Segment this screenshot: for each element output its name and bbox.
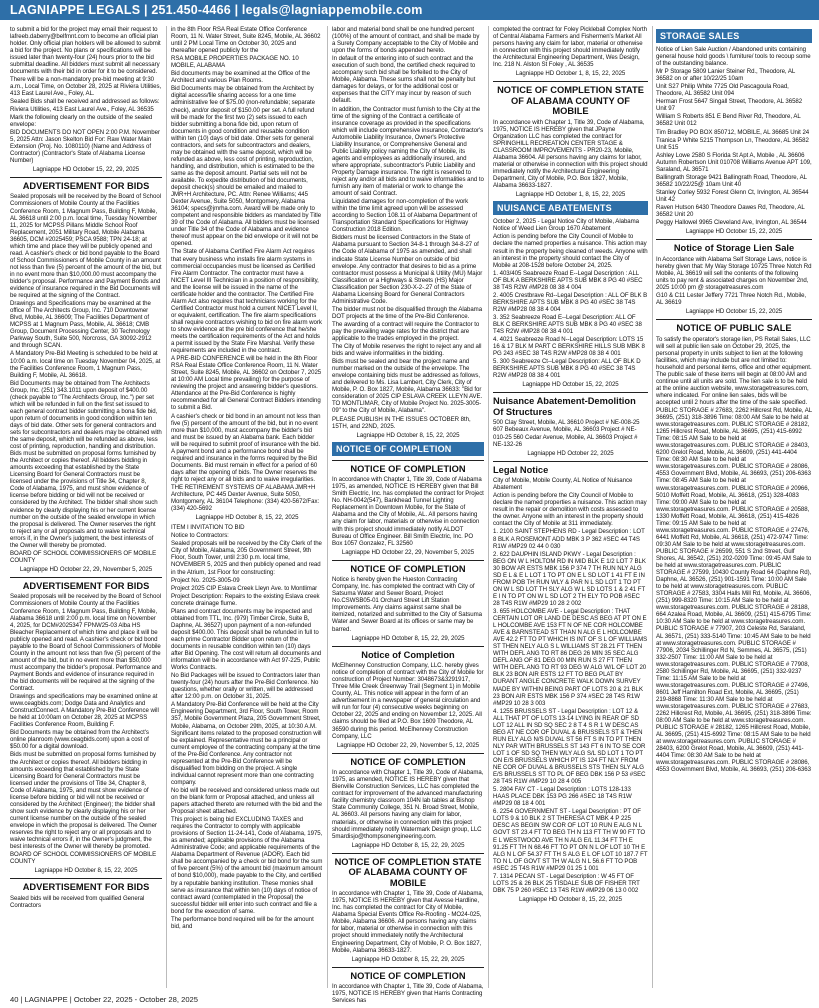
notice-paragraph: Sealed proposals will be received by the Board of School Commissioners of Mobile County at the Facilities Conference Room, 1 Magnum Pass, Building F, Mobile, AL 36618 until 2:00 p.m. local time, Tuesday November 11, 2025 for MCPSS Pillans Middle School Roof Replacement, 2051 Military Road, Mobile Alabama 36605, DCM #2025459; PSCA 9588; TPN 24-18; at which time and place they will be publicly opened and read. A cashier's check or bid bond payable to the Board of School Commissioners of Mobile County in an amount not less than five (5) percent of the amount of the bid, but in no event more than $10,000.00 must accompany the bidder's proposal. Performance and Payment Bonds and evidence of insurance required in the Bid Documents will be required at the signing of the Contract. — [10, 193, 162, 300]
notice-paragraph: A Mandatory Pre-Bid Meeting is scheduled to be held at 10:00 a.m. local time on Tuesday November 04, 2025, at the Facilities Conference Room, 1 Magnum Pass, Building F, Mobile, AL 36618. — [10, 350, 161, 379]
notice-paragraph: 4. 4021 Seabreeze Road N--Legal Description: LOTS 15 16 & 17 BLK M PART C BERKSHIRE HILLS SUB MBK 8 PG 243 #SEC 38 T4S R2W #MP28 08 38 4 001 — [493, 336, 645, 358]
notice-heading: Notice of Completion — [332, 646, 484, 661]
notice-paragraph: Bids must be submitted on proposal forms furnished by the Architect or copies thereof. All bidders bidding in amounts exceeding that established by the State Licensing Board for General Contractors must be licensed under the provisions of Title 34, Chapter 8, Code of Alabama, 1975, and must show evidence of license before bidding or bid will not be received or considered by the Architect (Engineer); the bidder shall show such evidence by clearly displaying his or her current license number on the outside of the sealed envelope in which the proposal is delivered. The Owner reserves the right to reject any or all proposals and to waive technical errors if, in the Owner's judgment, the best interests of the Owner will thereby be promoted. — [10, 751, 157, 851]
notice-paragraph: Ballingrath Storage 9421 Ballingrath Road, Theodore, AL 36582 10/22/25@ 10am Unit 40 — [656, 173, 807, 188]
notice-heading: Notice of Storage Lien Sale — [656, 239, 812, 254]
notice-paragraph: completed the contract for Foley Pickleball Complex North of Central Alabama Farmers and Fishermen's Market All persons having any claim for labor, material or otherwise in connection with this project should immediately notify the Architectural Engineering Department, Wes Design, Inc. 218 N. Alston St Foley , AL 36535 — [493, 26, 647, 69]
notice-paragraph: The bidder must not be disqualified through the Alabama DOT projects at the time of the Pre-Bid Conference. — [332, 305, 483, 320]
notice-paragraph: BID DOCUMENTS DO NOT OPEN 2:00 P.M. November 5, 2025 Attn: Jason Skelton Bid For: Raw Water Main Extension (Proj. No. 1080110) (Name and Address of Contractor) (Contractor's State of Alabama License Number) — [10, 128, 160, 164]
notice-paragraph: The awarding of a contract will require the Contractor to pay the prevailing wage rates for the district that are applicable to the trades employed in the project. — [332, 320, 480, 343]
column-divider — [488, 26, 489, 988]
notice-signature: Lagniappe HD October 22, 2025 — [527, 449, 614, 457]
notice-paragraph: Bid Documents may be obtained from the Architect's online planroom (www.ceagbids.com) upon a cost of $50.00 for a digital download. — [10, 729, 149, 751]
section-banner: STORAGE SALES — [656, 29, 812, 43]
notice-heading: Legal Notice — [493, 461, 648, 476]
notice-signature: Lagniappe HD October 15, 22, 29, 2025 — [32, 165, 140, 173]
notice-heading: ADVERTISEMENT FOR BIDS — [10, 878, 162, 893]
notice-paragraph: Stanley Corley 5932 Forest Glenn Ct, Irvington, AL 36544 Unit 42 — [656, 188, 809, 203]
notice-paragraph: Sealed proposals will be received by the City Clerk of the City of Mobile, Alabama, 205 Government Street, 9th Floor, South Tower, until 2:30 p.m. local time, NOVEMBER 5, 2025 and then publicly opened and read in the Atrium, 1st Floor for constructing: — [171, 540, 322, 576]
notice-paragraph: In addition, the Contractor must furnish to the City at the time of the signing of the Contract a certificate of insurance coverage as provided in the specifications which will include comprehensive insurance, Contractor's Automobile Liability Insurance, Owner's Protective Liability Insurance, or Comprehensive General and Public Liability policy naming the City of Mobile, its agents and employees as additionally insured, and where appropriate, subcontractor's Public Liability and Property Damage insurance. The right is reserved to reject any and/or all bids and to waive informalities and to furnish any item of material or work to change the amount of said Contract. — [332, 105, 484, 198]
notice-signature: Lagniappe HD October 1, 8, 15, 22, 2025 — [515, 70, 626, 78]
notice-paragraph: 1. 403/405 Seabreeze Road E--Legal Description : ALL OF BLK A BERKSHIRE APTS SUB MBK 8 PG 40 #SEC 38 T4S R2W #MP28 08 38 4 004 — [493, 269, 643, 291]
column-2 — [171, 26, 323, 988]
notice-signature: Lagniappe HD October 8, 15, 22, 2025 — [356, 431, 460, 439]
notice-paragraph: 500 Clay Street, Mobile, AL 36610 Project # NE-008-25 607 Bebeaux Avenue, Mobile, AL 36603 Project # NE-010-25 560 Cedar Avenue, Mobile, AL 36603 Project # NE-132-26 — [493, 419, 640, 448]
notice-heading: Nuisance Abatement-Demolition Of Structures — [493, 392, 648, 417]
notice-paragraph: Raven Hutson 6430 Theodore Dawes Rd, Theodore, AL 36582 Unit 20 — [656, 203, 805, 219]
notice-paragraph: In accordance with Chapter 1, Title 39, Code of Alabama 1975, as amended, NOTICE IS HEREBY given that Bill Smith Electric, Inc. has completed the contract for Project No. NH-0042(547), Bankhead Tunnel Lighting Replacement in Downtown Mobile, for the State of Alabama and the City of Mobile, AL. All persons having any claim for labor, materials or otherwise in connection with this project should immediately notify ALDOT Bureau of Office Engineer. Bill Smith Electric, Inc. PO Box 1057 Gonzalez, FL 32560 — [332, 476, 484, 547]
notice-paragraph: 1. 2100 SAINT STEPHENS RD - Legal Description : LOT 8 BLK A ROSEMONT ADD MBK 3 P 362 #SEC 44 T4S R1W #MP29 02 44 0 030 — [493, 528, 645, 550]
notice-paragraph: Drawings and Specifications may be examined at the office of The Architects Group, Inc. 710 Downtowner Blvd, Mobile, AL 36609; The Facilities Department of MCPSS at 1 Magnum Pass, Mobile, AL 36618; CMB Group, Document Processing Center, 30 Technology Parkway South, Suite 500, Norcross, GA 30092-2912 and through SCAN. — [10, 300, 152, 350]
notice-paragraph: Plans and contract documents may be inspected and obtained from TTL, Inc. (979) Timber Circle, Suite B, Daphne, AL 36527) upon payment of a non-refunded deposit $400.00. This deposit shall be refunded in full to each prime Contractor Bidder upon return of the documents in reusable condition within ten (10) days after Bid Opening. The cost will return all documents and information will be in accordance with Act 97-225, Public Works Contracts. — [171, 607, 322, 672]
notice-paragraph: Herman Frost 5647 Singall Street, Theodore, AL 36582 Unit 97 — [656, 98, 803, 113]
notice-paragraph: 2. 4005 Crestbrave Rd--Legal Description : ALL OF BLK B BERKSHIRE APTS SUB MBK 8 PG 40 #SEC 38 T4S R2W #MP28 08 38 4 004 — [493, 291, 648, 313]
notice-paragraph: 6. 2254 GOVERNMENT ST - Legal Description : PT OF LOTS 9 & 10 BLK 2 ST THERESA CT MBK 4 P 225 DESC AS BEGIN SW COR OF LOT 10 RUN E ALG N L GOVT ST 23.4 FT TO BEG TH N 113 FT TH W 90 FT TO E L WESTWOOD AVE TH N ALG E/L 11.34 FT TH E 91.25 FT TH N 68.46 FT TO PT ON N L OF LOT 10 TH E ALG N L OF 54.37 FT TH S ALG E L OF LOT 10 187.7 FT TO N L OF GOVT ST TH W ALG N L 56.6 FT TO POB #SEC 25 T4S R1W #MP29 01 25 1 001 — [493, 808, 648, 872]
notice-paragraph: THE RETIREMENT SYSTEMS OF ALABAMA JMR+H Architecture, PC 445 Dexter Avenue, Suite 5050, Montgomery, AL 36104 Telephone: (334) 420-5672/Fax: (334) 420-5692 — [171, 484, 320, 513]
column-4 — [493, 26, 648, 988]
notice-heading: NOTICE OF COMPLETION — [332, 560, 484, 575]
notice-paragraph: Project 2025 CIP Eslava Creek Lleyn Ave. to Montlimar — [171, 584, 318, 592]
notice-signature: Lagniappe HD October 8, 15, 22, 2025 — [519, 895, 622, 903]
notice-paragraph: This project is being bid EXCLUDING TAXES and requires the Contractor to comply with applicable provisions of Section 11-24-141, Code of Alabama, 1975, as amended; applicable provisions of the Alabama Administrative Code; and applicable requirements of the Alabama Department of Revenue (ADOR). Each bid shall be accompanied by a check or bid bond for the sum of five percent (5%) of the amount bid (maximum amount of bond $10,000), made payable to the City, and certified by a reputable banking institution. These monies shall serve as insurance that within ten (10) days of notice of contract award (contemplated in the Proposal) the successful bidder will enter into such contract and file a bond for the execution of same. — [171, 816, 323, 915]
notice-paragraph: To satisfy the operator's storage lien, PS Retail Sales, LLC will sell at public lien sale on October 29, 2025, the personal property in units subject to lien at the following facilities, which may include but are not limited to: household and personal items, office and other equipment. The public sale of these items will begin at 08:00 AM and continue until all units are sold. The lien sale is to be held at the online auction website, www.storagetreasures.com, where indicated. For online lien sales, bids will be accepted until 2 hours after the time of the sale specified. — [656, 335, 812, 406]
notice-heading: NOTICE OF PUBLIC SALE — [656, 319, 812, 334]
notice-paragraph: Sealed Bids shall be received and addressed as follows: Riviera Utilities, 413 East Laurel Ave., Foley, AL 36535 — [10, 98, 160, 113]
notice-paragraph: In accordance with Chapter 1, Title 39, Code of Alabama, 1975, NOTICE IS HEREBY given that Harris Contracting Services has — [332, 983, 484, 1005]
notice-paragraph: In Accordance with Alabama Self Storage Laws, notice is hereby given that: My Way Storage 10725 Three Notch Rd Mobile, AL 36619 will sell the contents of the following units to pay rent & associated charges on November 2nd, 2025 10:00 pm @ storagetreasures.com — [656, 255, 812, 291]
notice-paragraph: G10 & C11 Lester Jeffery 7721 Three Notch Rd., Mobile, AL 36619 — [656, 291, 807, 306]
notice-paragraph: There will be a non-mandatory pre-bid meeting at 9:30 a.m., Local Time, on October 28, 2025 at Riviera Utilities, 413 East Laurel Ave., Foley, AL. — [10, 76, 162, 98]
notice-paragraph: 3. 352 Seabreeze Road E--Legal Description: ALL OF BLK C BERKSHIRE APTS SUB MBK 8 PG 40 #SEC 38 T4S R2W #MP28 08 38 4 001 — [493, 313, 642, 336]
notice-paragraph: Action is pending before the City Council of Mobile to declare the named properties a nuisance. This action may result in the repair or demolition with costs assessed to the owner. Anyone with an interest in the property should contact the City of Mobile at 311 immediately. — [493, 492, 647, 528]
column-3 — [332, 26, 484, 1005]
notice-signature: Lagniappe HD October 1, 8, 15, 22, 2025 — [515, 191, 626, 199]
notice-paragraph: Sealed bids will be received from qualified General Contractors — [10, 894, 145, 909]
notice-paragraph: in the 8th Floor RSA Real Estate Office Conference Room, 11 N. Water Street, Suite 8245, Mobile, AL 36602 until 2 PM Local Time on October 30, 2025 and thereafter opened publicly for the — [171, 26, 321, 55]
notice-signature: Lagniappe HD October 22, 29, November 5, 12, 2025 — [336, 741, 480, 749]
notice-paragraph: Notice of Lien Sale Auction / Abandoned units containing general house hold goods \ furniture/ tools to recoup some of the outstanding balance. — [656, 46, 811, 68]
notice-paragraph: Tim Bradley PO BOX 850712, MOBILE, AL 36685 Unit 24 — [656, 128, 810, 136]
notice-paragraph: Tranica P White 5215 Thompson Ln, Theodore, AL 36582 Unit 515 — [656, 136, 809, 151]
notice-paragraph: BOARD OF SCHOOL COMMISSIONERS OF MOBILE COUNTY — [10, 851, 157, 866]
notice-signature: Lagniappe HD October 15, 22, 2025 — [522, 381, 619, 389]
page-footer: 40 | LAGNIAPPE | October 22, 2025 - October 28, 2025 — [10, 995, 198, 1004]
notice-signature: Lagniappe HD October 8, 15, 22, 2025 — [34, 867, 138, 875]
notice-signature: Lagniappe HD October 22, 29, November 5, 2025 — [19, 565, 153, 573]
notice-signature: Lagniappe HD October 8, 15, 22, 2025 — [195, 514, 299, 522]
notice-heading: ADVERTISEMENT FOR BIDS — [10, 577, 162, 592]
notice-paragraph: William S Roberts 851 E Bend River Rd, Theodore, AL 36582 Unit 012 — [656, 113, 801, 128]
notice-paragraph: Project Description: Repairs to the existing Eslava creek concrete drainage flume. — [171, 592, 320, 607]
column-divider — [166, 26, 167, 988]
notice-paragraph: Project No. 2025-3005-09 — [171, 576, 240, 584]
column-1 — [10, 26, 162, 988]
notice-paragraph: RSA MOBILE PROPERTIES PACKAGE NO. 10 MOBILE, ALABAMA — [171, 55, 299, 70]
notice-paragraph: In accordance with Chapter 1, Title 39, Code of Alabama, 1975, as amended, NOTICE IS HEREBY given that Bienville Construction Services, LLC has completed the contract for improvement of the advanced manufacturing facility chemistry classroom 104N lab tables at Bishop State Community College, 351 N. Broad Street, Mobile, AL 36603. All persons having any claim for labor, materials, or otherwise in connection with this project should immediately notify Watermark Design group, LLC 5mardisjo@thompsonengineering.com. — [332, 769, 484, 840]
notice-paragraph: Bidders must be licensed Contractors in the State of Alabama pursuant to Section 34-8-1 through 34-8-27 of the Code of Alabama of 1975 as amended, and shall indicate State License Number on outside of bid envelope. Any contractor that desires to bid as a prime contractor must possess a Municipal & Utility (MU) Major Classification or a Highways & Streets (HS) Major Classification per Section 230-X-2-.27 of the State of Alabama Licensing Board for General Contractors Administrative Code. — [332, 234, 483, 305]
notice-paragraph: Mr P Storage 5809 Lanier Steiner Rd., Theodore, AL 36582 on or after 10/22/25 10am — [656, 68, 795, 83]
masthead-bar: LAGNIAPPE LEGALS | 251.450-4466 | legals@lagniappemobile.com — [0, 0, 819, 20]
column-5 — [656, 26, 812, 988]
notice-paragraph: Action is pending before the City Council of Mobile to declare the named properties a nuisance. This action may result in the property being cleaned of weeds. Anyone with an interest in the property should contact the City of Mobile at 208-1528 before October 24, 2025. — [493, 233, 648, 269]
notice-paragraph: PLEASE PUBLISH IN THE ISSUES OCTOBER 8th, 15TH, and 22ND, 2025. — [332, 415, 471, 430]
notice-paragraph: Ashley Lowe 2580 S Florida St Apt A, Mobile , AL 36606 Autumn Robertson Unit 010708 Williams Avenue APT 109, Saraland, AL 36571 — [656, 151, 812, 173]
notice-paragraph: 3. 655 HOLCOMBE AVE - Legal Description : THAT CERTAIN LOT OR LAND DE DESC AS BEG AT PT ON E L HOLCOMBE AVE 153 FT N OF NE COR HOLCOMBE AVE & BARNSTEAD ST THAN N ALG E L HOLCOMBE AVE 42.2 FT TO PT WHICH IS INT OF S L OF WILLIAMS ST THEN NELY ALG S L WILLIAMS ST 28.21 FT THEN WITH DEFL ANG TO RT 86 DEG 26 MIN 35 SEC ALG DEFL ANG OF 81 DEG 00 MIN RUN S 27 FT THEN WITH DEFL ANG TO RT 93 DEG W ALG W/L OF LOT 20 BLK 23 BON AIR ESTS 12 FT TO BEG PLAT BY DURANT ANGLE CONCRETE WALK DOWN SURVEY MADE BY WITHIN BEING PART OF LOTS 20 & 21 BLK 23 BON AIR ESTS MBK 156 P 374 #SEC 28 T4S R1W #MP29 10 28 3 003 — [493, 608, 648, 707]
notice-heading: NOTICE OF COMPLETION — [332, 753, 484, 768]
notice-heading: NOTICE OF COMPLETION — [332, 967, 484, 982]
notice-paragraph: Peggy Hallowel 9965 Cleveland Ave, Irvington, AL 36544 — [656, 219, 807, 227]
notice-paragraph: McElhenney Construction Company, LLC. hereby gives notice of completion of contract with the City of Mobile for construction of Project Number: 3048673&3291917, Three Mile Creek Greenway Trail (Segment 1) in Mobile County, AL. This notice will appear in the form of an advertisement in a newspaper of general circulation and will run for four (4) consecutive weeks beginning on October 22, 2025 and ending on November 12, 2025. All claims should be filed at P.O. Box 1609 Theodore, AL 36590 during this period. McElhenney Construction Company, LLC — [332, 662, 484, 740]
notice-paragraph: In default of the entering into of such contract and the execution of such bond, the certified check required to accompany such bid shall be forfeited to the City of Mobile, Alabama. These sums shall not be penalty but damages for delays, or for the additional cost or expenses that the CITY may incur by reason of such default. — [332, 55, 476, 105]
notice-signature: Lagniappe HD October 8, 15, 22, 29, 2025 — [351, 955, 465, 963]
column-divider — [652, 26, 653, 988]
notice-paragraph: City of Mobile, Mobile County, AL Notice of Nuisance Abatement — [493, 477, 633, 492]
notice-paragraph: 5. 300 Seabreeze Ct--Legal Description: ALL OF BLK D BERKSHIRE APTS SUB MBK 8 PG 40 #SEC 38 T4S R2W #MP28 08 38 4 001 — [493, 358, 641, 380]
notice-signature: Lagniappe HD October 15, 22, 2025 — [685, 308, 783, 315]
notice-paragraph: October 2, 2025 - Legal Notice City of Mobile, Alabama Notice of Weed Lien Group 1670 Abatement — [493, 218, 639, 233]
notice-paragraph: A cashier's check or bid bond in an amount not less than five (5) percent of the amount of the bid, but in no event more than $10,000, must accompany the bidder's bid and must be issued by an Alabama bank. Each bidder will be required to submit proof of insurance with the bid. A payment bond and a performance bond shall be required and insurance in the forms required by the Bid Documents. Bid must remain in effect for a period of 60 days after the opening of bids. The Owner reserves the right to reject any or all bids and to waive irregularities. — [171, 412, 321, 483]
notice-heading: NOTICE OF COMPLETION STATE OF ALABAMA COUNTY OF MOBILE — [493, 81, 648, 117]
notice-paragraph: Bid documents may be examined at the Office of the Architect and various Plan Rooms. — [171, 70, 310, 85]
notice-paragraph: Notice to Contractors: — [171, 532, 229, 540]
notice-paragraph: Unit S27 Philip White 7725 Old Pascagoula Road, Theodore, AL 36582 Unit 094 — [656, 83, 789, 98]
notice-paragraph: In accordance with Chapter 1, Title 39, Code of Alabama, 1975, NOTICE IS HEREBY given that Avesse Hardline, Inc. has completed the contract for City of Mobile, Alabama Special Events Office Re-Roofing - MO24-025, Mobile, Alabama 36606. All persons having any claims for labor, material or otherwise in connection with this project should immediately notify the Architectural Engineering Department, City of Mobile, P. O. Box 1827, Mobile, Alabama 36633-1827. — [332, 890, 484, 954]
notice-heading: NOTICE OF COMPLETION STATE OF ALABAMA COUNTY OF MOBILE — [332, 853, 484, 889]
notice-paragraph: In accordance with Chapter 1, Title 39, Code of Alabama, 1975, NOTICE IS HEREBY given that JPayne Organization LLC has completed the contract for SPRINGHILL RECREATION CENTER STAGE & CLASSROOM IMPROVEMENTS - PR20-23, Mobile, Alabama 36604. All persons having any claims for labor, material or otherwise in connection with this project should immediately notify the Architectural Engineering Department, City of Mobile, P.O. Box 1827, Mobile, Alabama 36633-1827. — [493, 118, 648, 190]
section-banner: NOTICE OF COMPLETION — [332, 442, 484, 456]
notice-heading: NOTICE OF COMPLETION — [332, 460, 484, 475]
notice-paragraph: No Bid Packages will be issued to Contractors later than twenty-four (24) hours after the Pre-Bid Conference. No questions, whether orally or written, will be addressed after 12:00 p.m. on October 31, 2025. — [171, 672, 320, 701]
notice-signature: Lagniappe HD October 8, 15, 22, 29, 2025 — [351, 841, 465, 849]
notice-paragraph: The City of Mobile reserves the right to reject any and all bids and waive informalities in the bidding. — [332, 343, 482, 358]
notice-paragraph: 2. 622 DAUPHIN ISLAND PKWY - Legal Description : BEG ON W L HOLTOM RD IN MID BLK E 1/2 LOT 7 BLK 30 BOW AR ESTS MBK 156 P 374 7 TH RUN NLY ALG SD E L & E L LOT 1 TO PT ON E L SD LOT 1 41 FT E IN FROM POB TH RUN WLY & PAR N L SD LOT 1 TO PT ON W L SD LOT TH SLY ALG W L SD LOTS 1 & 2 41 FT E I N TO PT ON W L SD LOT 2 TH ELY TO POB #SEC 28 T4S R1W #MP29 10 28 2 002 — [493, 550, 646, 607]
notice-paragraph: No bid will be received and considered unless made out on the blank form or Proposal attached, and unless all papers attached thereto are returned with the bid and the Proposal sheet attached. — [171, 786, 322, 816]
notice-paragraph: Bids must be sealed and bear the project name and number marked on the outside of the envelope. The envelope containing bids must be addressed as follows, and delivered to Ms. Lisa Lambert, City Clerk, City of Mobile, P. O. Box 1827, Mobile, Alabama 36633: "Bid for consideration of 2025 CIP ESLAVA CREEK LLEYN AVE. TO MONTLIMAR, City of Mobile Project No. 2025-3005-09" to the City of Mobile, Alabama". — [332, 358, 483, 415]
notice-paragraph: 5. 2804 FAY CT - Legal Description : LOTS 128-133 HAAS PLACE DBK 153 PG 266 #SEC 18 T4S R1W #MP29 08 18 4 001 — [493, 786, 632, 808]
notice-paragraph: 4. 1255 BRUSSELS ST - Legal Description : LOT 12 & ALL THAT PT OF LOTS 13-14 LYING IN REAR OF SD LOT 12 ALL IN SD SQ SEC 2 8 T 4 S R 1 W DESC AS BEG AT NE COR OF DUVAL & BRUSSELS ST & THEN RUN ELY ALG N/S DUVAL ST 56 FT S IN TO PT THEN NLY PAR WITH BRUSSELS ST 143 FT 6 IN TO SE COR LOT 1 OF SD SQ THEN WLY ALG S/L SD LOT 1 TO PT ON E/S BRUSSELS WHICH PT IS 124 FT NLY FROM NE COR OF DUVAL & BRUSSELS STS THEN SLY ALG E/S BRUSSELS ST TO PL OF BEG DBK 156 P 53 #SEC 28 T4S R1W #MP29 10 28 4 005 — [493, 707, 646, 786]
notice-paragraph: Bid Documents may be obtained from The Architects Group, Inc. (251) 343.1011 upon deposit of $400.00 (check payable to "The Architects Group, Inc.") per set which will be refunded in full on the first set issued to each general contract bidder submitting a bona fide bid, upon return of documents in good condition within ten days of bid date. Other sets for general contractors and sets for subcontractors and dealers may be obtained with the same deposit, which will be refunded as above, less cost of printing, reproduction, handling and distribution. Bids must be submitted on proposal forms furnished by the Architect or copies thereof. All bidders bidding in amounts exceeding that established by the State Licensing Board for General Contractors must be licensed under the provisions of Title 34, Chapter 8, Code of Alabama, 1975, and must show evidence of license before bidding or bid will not be received or considered by the Architect. The bidder shall show such evidence by clearly displaying his or her current license number on the outside of the sealed envelope in which the proposal is delivered. The Owner reserves the right to reject any or all proposals and to waive technical errors if, in the Owner's judgment, the best interests of the Owner will thereby be promoted. — [10, 379, 162, 549]
section-banner: NUISANCE ABATEMENTS — [493, 201, 648, 215]
notice-paragraph: Mark the following clearly on the outside of the sealed envelope: — [10, 113, 153, 128]
notice-paragraph: A Mandatory Pre-Bid Conference will be held at the City Engineering Department, 3rd Floor, South Tower, Room 357, Mobile Government Plaza, 205 Government Street, Mobile, Alabama, on October 29th, 2025, at 10:30 A.M. Significant items related to the proposed construction will be explained. Representative must be a principal or current employee of the contracting company at the time of the Pre-Bid Conference. Any contractor not represented at the Pre-Bid Conference will be disqualified from bidding on the project. A single individual cannot represent more than one contracting company. — [171, 701, 322, 786]
notice-paragraph: to submit a bid for the project may email their request to lafreeb.daberry@belfmnt.com to become an official plan holder. Only official plan holders will be allowed to submit a bid for the project. No plans or specifications will be issued later than twenty-four (24) hours prior to the bid submittal deadline. All bidders must submit all necessary documents with their bid in order for it to be considered. — [10, 26, 161, 76]
notice-paragraph: A PRE-BID CONFERENCE will be held in the 8th Floor RSA Real Estate Office Conference Room, 11 N. Water Street, Suite 8245, Mobile, AL 36602 on October 7, 2025 at 10:00 AM Local time prevailing) for the purpose of reviewing the project and answering bidder's questions. Attendance at the Pre-Bid Conference is highly recommended for all General Contract Bidders intending to submit a Bid. — [171, 355, 322, 412]
notice-signature: Lagniappe HD October 22, 29, November 5, 2025 — [341, 548, 475, 556]
notice-paragraph: ITEM I INVITATION TO BID — [171, 524, 245, 532]
notice-paragraph: The performance bond required will be for the amount bid, and — [171, 915, 314, 930]
notice-signature: Lagniappe HD October 15, 22, 2025 — [685, 228, 783, 236]
notice-paragraph: Sealed proposals will be received by the Board of School Commissioners of Mobile County at the Facilities Conference Room, 1 Magnum Pass, Building F, Mobile, Alabama 36618 until 2:00 p.m. local time on November 4, 2025, for DCM#2025347 FPNW25-03 Alba HS Bleacher Replacement of which time and place it will be publicly opened and read. A cashier's check or bid bond payable to the Board of School Commissioners of Mobile County in the amount not less than five (5) percent of the amount of the bid, but in no event more than $50,000 must accompany the bidder's proposal. Performance and Payment Bonds and evidence of insurance required in the bid documents will be required at the signing of the Contract. — [10, 593, 162, 693]
notice-paragraph: BOARD OF SCHOOL COMMISSIONERS OF MOBILE COUNTY — [10, 549, 157, 564]
notice-paragraph: Bid Documents may be obtained from the Architect by digital access/file sharing access for a one time administrative fee of $75.00 (non-refundable; separate check), and/or deposit of $150.00 per set. A full refund will be made for the first two (2) sets issued to each bidder submitting a bona fide bid, upon return of documents in good condition and reusable condition within ten (10) days of bid date. Other sets for general contractors, and sets for subcontractors and dealers, may be obtained with the same deposit, which will be refunded as above, less cost of printing, reproduction, handling, and distribution, which is estimated to be the same as the deposit amount. Partial sets will not be available. To expedite distribution of bid documents, deposit check(s) should be emailed and mailed to JMR+H Architecture, PC. Attn: Renee Williams; 445 Dexter Avenue, Suite 5050, Montgomery, Alabama 36104; specs@jmrha.com. Award will be made only to competent and responsible bidders as mandated by Title 39 of the Code of Alabama. All bidders must be licensed under Title 34 of the Code of Alabama and evidence thereof must appear on the bid envelope or it will not be opened. — [171, 85, 322, 248]
notice-paragraph: PUBLIC STORAGE # 27683, 2262 Hillcrest Rd, Mobile, AL 36695, (251) 318-3896 Time: 08:00 AM Sale to be held at www.storagetreasures.com. PUBLIC STORAGE # 28182, 1265 Hillcrest Road, Mobile, AL 36695, (251) 415-6992 Time: 08:15 AM Sale to be held at www.storagetreasures.com. PUBLIC STORAGE # 28403, 6200 Grelot Road, Mobile, AL 36609, (251) 441-4404 Time: 08:30 AM Sale to be held at www.storagetreasures.com. PUBLIC STORAGE # 28086, 4553 Government Blvd, Mobile, AL 36693, (251) 206-6363 Time: 08:45 AM Sale to be held at www.storagetreasures.com. PUBLIC STORAGE # 20966, 5010 Moffett Road, Mobile, AL 36618, (251) 328-4083 Time: 09:00 AM Sale to be held at www.storagetreasures.com. PUBLIC STORAGE # 20588, 1330 Moffett Road, Mobile, AL 36618, (251) 415-4826 Time: 09:15 AM Sale to be held at www.storagetreasures.com. PUBLIC STORAGE # 27476, 6441 Moffett Rd, Mobile, AL 36618, (251) 472-9747 Time: 09:30 AM Sale to be held at www.storagetreasures.com. PUBLIC STORAGE # 26599, 551 S 2nd Street, Gulf Shores, AL 36542, (251) 202-0209 Time: 09:45 AM Sale to be held at www.storagetreasures.com. PUBLIC STORAGE # 27599, 10430 County Road 64 (Daphne Rd), Daphne, AL 36526, (251) 901-1591 Time: 10:00 AM Sale to be held at www.storagetreasures.com. PUBLIC STORAGE # 27583, 3304 Halls Mill Rd, Mobile, AL 36606, (251) 999-8320 Time: 10:15 AM Sale to be held at www.storagetreasures.com. PUBLIC STORAGE # 28188, 664 Azalea Road, Mobile, AL 36609, (251) 415-6795 Time: 10:30 AM Sale to be held at www.storagetreasures.com. PUBLIC STORAGE # 77907, 203 Celeste Rd, Saraland, AL 36571, (251) 333-5140 Time: 10:45 AM Sale to be held at www.storagetreasures.com. PUBLIC STORAGE # 77906, 2034 Schillinger Rd N, Semmes, AL 36575, (251) 332-2507 Time: 11:00 AM Sale to be held at www.storagetreasures.com. PUBLIC STORAGE # 77908, 2580 Schillinger Rd, Mobile, AL 36695, (251) 332-9237 Time: 11:15 AM Sale to be held at www.storagetreasures.com. PUBLIC STORAGE # 27496, 8601 Jeff Hamilton Road Ext, Mobile, AL 36695, (251) 219-8868 Time: 11:30 AM Sale to be held at www.storagetreasures.com. PUBLIC STORAGE # 27683, 2262 Hillcrest Rd, Mobile, AL 36695, (251) 318-3896 Time: 08:00 AM Sale to be held at www.storagetreasures.com. PUBLIC STORAGE # 28182, 1265 Hillcrest Road, Mobile, AL 36695, (251) 415-6992 Time: 08:15 AM Sale to be held at www.storagetreasures.com. PUBLIC STORAGE # 28403, 6200 Grelot Road, Mobile, AL 36609, (251) 441-4404 Time: 08:30 AM Sale to be held at www.storagetreasures.com. PUBLIC STORAGE # 28086, 4553 Government Blvd, Mobile, AL 36693, (251) 206-6363 — [656, 407, 812, 774]
notice-heading: ADVERTISEMENT FOR BIDS — [10, 177, 162, 192]
notice-paragraph: Liquidated damages for non-completion of the work within the time limit agreed upon will be assessed according to Section 108.11 of Alabama Department of Transportation Standard Specifications for Highway Construction 2018 Edition. — [332, 198, 477, 234]
notice-paragraph: Drawings and specifications may be examined online at www.ceagbids.com; Dodge Data and Analytics and ConstructConnect. A Mandatory Pre-Bid Conference will be held at 10:00am on October 28, 2025 at MCPSS Facilities Conference Room, Building F. — [10, 693, 159, 729]
notice-signature: Lagniappe HD October 8, 15, 22, 29, 2025 — [351, 634, 465, 642]
notice-paragraph: labor and material bond shall be one hundred percent (100%) of the amount of contract, and shall be made by a Surety Company acceptable to the City of Mobile and upon the forms of bonds appended hereto. — [332, 26, 480, 55]
notice-paragraph: Notice is hereby given the Hueston Contracting Company, Inc. has completed the contract with City of Satsuma Water and Sewer Board, Project No.CSWSB05-01 Orchard Street Lift Station Improvements. Any claims against same shall be itemized, notarized and submitted to the City of Satsuma Water and Sewer Board at its offices or same may be barred. — [332, 576, 482, 633]
notice-paragraph: 7. 1314 PECAN ST - Legal Description : W 45 FT OF LOTS 25 & 26 BLK 25 TISDALE SUB OF FISHER TRT DBK 75 P 260 #SEC 13 T4S R1W #MP29 06 13 0 002 — [493, 872, 640, 894]
notice-paragraph: The State of Alabama Certified Fire Alarm Act requires that every business who installs fire alarm systems in commercial occupancies must be licensed as Certified Fire Alarm Contractor. The contractor must have a NICET Level III Technician in a position of responsibility, and the license will be issued in the name of the certificate holder and the contractor. The Certified Fire Alarm Act also requires that technicians working for the Certified Contractor must hold a current NICET Level II, or equivalent, certification. The fire alarm specifications shall require contractors wishing to bid on fire alarm work to show evidence at the pre bid conference that he/she meets the certification requirements of the Act and holds a permit issued by the State Fire Marshal. Verify these requirements are included in the contract. — [171, 248, 322, 355]
column-divider — [327, 26, 328, 988]
